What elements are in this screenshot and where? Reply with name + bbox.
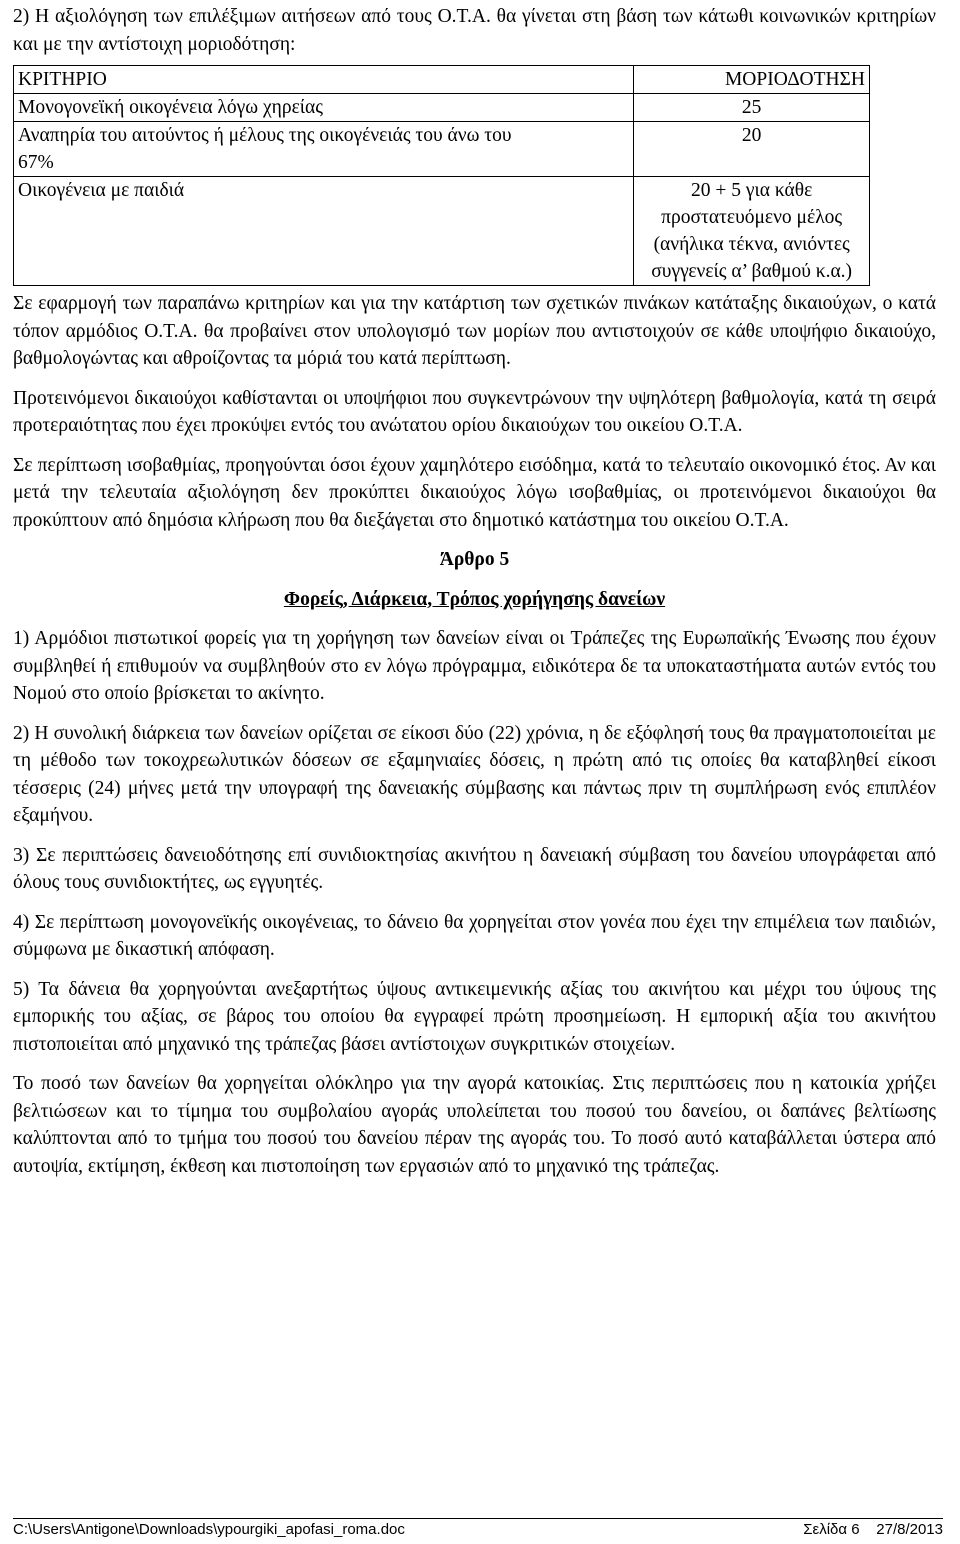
body-paragraph: Σε εφαρμογή των παραπάνω κριτηρίων και για την κατάρτιση των σχετικών πινάκων κατάταξης δικαιούχων, ο κατά τόπον αρμόδιος Ο.Τ.Α. θα προβαίνει στον υπολογισμό των μορίων που αντιστοιχούν σε κάθε υποψήφιο δικαιούχο, βαθμολογώντας και αθροίζοντας τα μόριά του κατά περίπτωση. <box>13 293 936 369</box>
footer-page-date <box>803 1520 943 1540</box>
body-paragraph: 3) Σε περιπτώσεις δανειοδότησης επί συνιδιοκτησίας ακινήτου η δανειακή σύμβαση του δανείου υπογράφεται από όλους τους συνιδιοκτήτες, ως εγγυητές. <box>13 844 936 893</box>
table-row <box>14 177 870 286</box>
header-criterion: ΚΡΙΤΗΡΙΟ <box>14 66 634 94</box>
score-cell: 25 <box>634 94 870 122</box>
header-score: ΜΟΡΙΟΔΟΤΗΣΗ <box>634 66 870 94</box>
body-paragraph: Σε περίπτωση ισοβαθμίας, προηγούνται όσοι έχουν χαμηλότερο εισόδημα, κατά το τελευταίο οικονομικό έτος. Αν και μετά την τελευταία αξιολόγηση δεν προκύπτει δικαιούχος λόγω ισοβαθμίας, οι προτεινόμενοι δικαιούχοι θα προκύπτουν από δημόσια κλήρωση που θα διεξάγεται στο δημοτικό κατάστημα του οικείου Ο.Τ.Α. <box>13 454 936 531</box>
body-paragraph: 5) Τα δάνεια θα χορηγούνται ανεξαρτήτως ύψους αντικειμενικής αξίας του ακινήτου και μέχρι του ύψους της εμπορικής του αξίας, σε βάρος του οποίου θα εγγραφεί πρώτη προσημείωση. Η εμπορική αξία του ακινήτου πιστοποιείται από μηχανικό της τράπεζας βάσει αντίστοιχων συγκριτικών στοιχείων. <box>13 978 936 1055</box>
criterion-cell: Οικογένεια με παιδιά <box>14 177 634 286</box>
criteria-table <box>13 65 870 286</box>
table-row <box>14 122 870 177</box>
body-paragraph: Το ποσό των δανείων θα χορηγείται ολόκληρο για την αγορά κατοικίας. Στις περιπτώσεις που η κατοικία χρήζει βελτιώσεων και το τίμημα του συμβολαίου αγοράς υπολείπεται του ποσού του δανείου, οι δαπάνες βελτίωσης καλύπτονται από το τμήμα του ποσού του δανείου πέραν της αγοράς του. Το ποσό αυτό καταβάλλεται ύστερα από αυτοψία, εκτίμηση, έκθεση και πιστοποίηση των εργασιών από το μηχανικό της τράπεζας. <box>13 1073 936 1177</box>
document-page <box>13 0 936 1180</box>
body-paragraph: 2) Η συνολική διάρκεια των δανείων ορίζεται σε είκοσι δύο (22) χρόνια, η δε εξόφλησή τους θα πραγματοποιείται με τη μέθοδο των τοκοχρεωλυτικών δόσεων σε εξαμηνιαίες δόσεις, η πρώτη από τις οποίες θα καταβληθεί είκοσι τέσσερις (24) μήνες μετά την υπογραφή της δανειακής σύμβασης και πάντως πριν τη συμπλήρωση ενός επιπλέον εξαμήνου. <box>13 722 936 826</box>
table-row <box>14 94 870 122</box>
article-subtitle: Φορείς, Διάρκεια, Τρόπος χορήγησης δανείων <box>283 588 666 610</box>
footer-date: 27/8/2013 <box>876 1521 943 1538</box>
footer-file-path: C:\Users\Antigone\Downloads\ypourgiki_apofasi_roma.doc <box>13 1521 405 1538</box>
score-cell: 20 <box>634 122 870 177</box>
criterion-cell: Μονογονεϊκή οικογένεια λόγω χηρείας <box>14 94 634 122</box>
table-header-row <box>14 66 870 94</box>
score-cell: 20 + 5 για κάθε προστατευόμενο μέλος (ανήλικα τέκνα, ανιόντες συγγενείς α’ βαθμού κ.α.) <box>634 177 870 286</box>
intro-paragraph: 2) Η αξιολόγηση των επιλέξιμων αιτήσεων από τους Ο.Τ.Α. θα γίνεται στη βάση των κάτωθι κοινωνικών κριτηρίων και με την αντίστοιχη μοριοδότηση: <box>13 6 936 55</box>
body-paragraph: 4) Σε περίπτωση μονογονεϊκής οικογένειας, το δάνειο θα χορηγείται στον γονέα που έχει την επιμέλεια των παιδιών, σύμφωνα με δικαστική απόφαση. <box>13 911 936 960</box>
body-paragraph: 1) Αρμόδιοι πιστωτικοί φορείς για τη χορήγηση των δανείων είναι οι Τράπεζες της Ευρωπαϊκής Ένωσης που έχουν συμβληθεί ή επιθυμούν να συμβληθούν στο εν λόγω πρόγραμμα, ειδικότερα δε τα υποκαταστήματα αυτών εντός του Νομού στο οποίο βρίσκεται το ακίνητο. <box>13 628 936 704</box>
page-footer <box>13 1518 943 1540</box>
article-title: Άρθρο 5 <box>439 549 510 570</box>
footer-page-number: Σελίδα 6 <box>803 1521 860 1538</box>
body-paragraph: Προτεινόμενοι δικαιούχοι καθίστανται οι υποψήφιοι που συγκεντρώνουν την υψηλότερη βαθμολογία, κατά τη σειρά προτεραιότητας που έχει προκύψει εντός του ανώτατου ορίου δικαιούχων του οικείου Ο.Τ.Α. <box>13 387 936 436</box>
criterion-cell: Αναπηρία του αιτούντος ή μέλους της οικογένειάς του άνω του 67% <box>14 122 634 177</box>
